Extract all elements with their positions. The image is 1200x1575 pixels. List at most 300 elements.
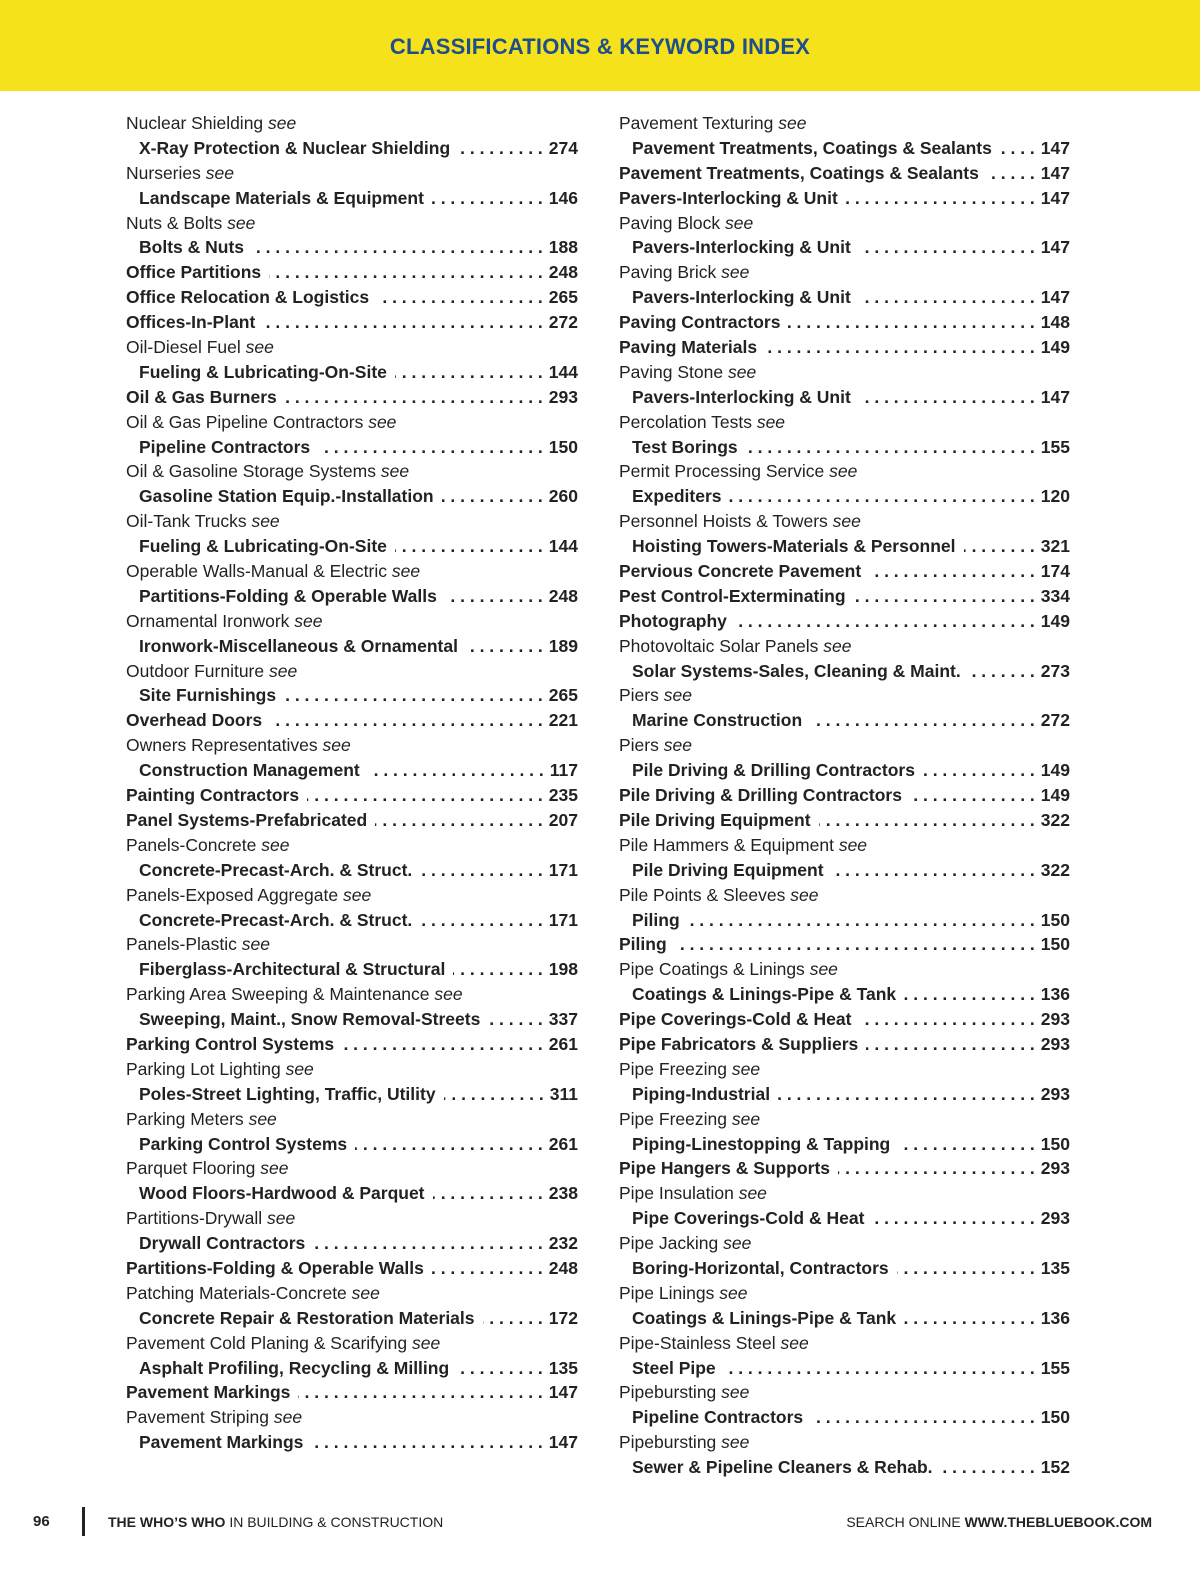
classification-term: Piling — [632, 909, 680, 930]
index-entry-see — [619, 509, 1070, 534]
page-reference: 146 — [548, 187, 578, 208]
see-label: see — [434, 984, 463, 1005]
page-reference: 293 — [1040, 1158, 1070, 1179]
dot-leader — [377, 285, 543, 310]
index-term: Panels-Exposed Aggregate — [126, 884, 339, 905]
page-reference: 136 — [1040, 984, 1070, 1005]
classification-term: Office Relocation & Logistics — [126, 287, 370, 308]
dot-leader — [355, 1132, 543, 1157]
page-title: CLASSIFICATIONS & KEYWORD INDEX — [389, 34, 811, 59]
index-entry-see — [619, 634, 1070, 659]
classification-term: Pipe Coverings-Cold & Heat — [632, 1208, 865, 1229]
index-term: Pile Points & Sleeves — [619, 884, 786, 905]
index-entry-reference — [126, 360, 578, 385]
page-reference: 147 — [548, 1432, 578, 1453]
index-entry-reference — [619, 982, 1070, 1007]
index-entry-reference — [126, 584, 578, 609]
see-label: see — [723, 1233, 752, 1254]
page-reference: 232 — [548, 1233, 578, 1254]
index-entry-reference — [619, 235, 1070, 260]
classification-term: Concrete Repair & Restoration Materials — [139, 1307, 475, 1328]
index-entry-see — [126, 1206, 578, 1231]
dot-leader — [923, 758, 1035, 783]
page-reference: 135 — [548, 1357, 578, 1378]
index-term: Patching Materials-Concrete — [126, 1282, 347, 1303]
classification-term: Pipe Coverings-Cold & Heat — [619, 1009, 852, 1030]
classification-term: Gasoline Station Equip.-Installation — [139, 486, 434, 507]
page-reference: 188 — [548, 237, 578, 258]
index-entry-reference — [126, 534, 578, 559]
classification-term: Pile Driving Equipment — [632, 859, 824, 880]
index-entry-reference — [126, 758, 578, 783]
index-entry-reference — [619, 136, 1070, 161]
dot-leader — [811, 1405, 1035, 1430]
page-reference: 311 — [549, 1083, 578, 1104]
page-reference: 221 — [548, 710, 578, 731]
index-term: Operable Walls-Manual & Electric — [126, 561, 387, 582]
page-reference: 337 — [548, 1009, 578, 1030]
page-reference: 248 — [548, 585, 578, 606]
see-label: see — [731, 1058, 761, 1079]
index-term: Pipe Linings — [619, 1282, 715, 1303]
page-header — [0, 0, 1200, 91]
see-label: see — [322, 735, 351, 756]
see-label: see — [269, 660, 298, 681]
see-label: see — [227, 212, 256, 233]
dot-leader — [872, 1206, 1034, 1231]
page-reference: 172 — [548, 1307, 578, 1328]
page-reference: 293 — [1040, 1083, 1070, 1104]
index-entry-reference — [619, 758, 1070, 783]
dot-leader — [445, 584, 543, 609]
classification-term: Parking Control Systems — [126, 1033, 335, 1054]
index-entry-reference — [126, 1007, 578, 1032]
index-term: Panels-Concrete — [126, 834, 257, 855]
dot-leader — [869, 559, 1035, 584]
page-reference: 189 — [548, 635, 578, 656]
index-entry-reference — [126, 1132, 578, 1157]
classification-term: Fueling & Lubricating-On-Site — [139, 536, 387, 557]
index-entry-classification — [619, 161, 1070, 186]
index-term: Parquet Flooring — [126, 1158, 256, 1179]
page-reference: 152 — [1040, 1457, 1070, 1478]
dot-leader — [444, 1082, 544, 1107]
index-entry-classification — [126, 385, 578, 410]
see-label: see — [809, 959, 838, 980]
index-entry-see — [619, 260, 1070, 285]
index-term: Parking Lot Lighting — [126, 1058, 281, 1079]
page-reference: 147 — [1040, 386, 1070, 407]
index-entry-reference — [619, 1306, 1070, 1331]
classification-term: Pipeline Contractors — [139, 436, 311, 457]
dot-leader — [313, 1231, 543, 1256]
index-entry-reference — [126, 484, 578, 509]
index-entry-reference — [619, 1082, 1070, 1107]
page-reference: 207 — [548, 809, 578, 830]
dot-leader — [269, 260, 543, 285]
page-reference: 144 — [548, 361, 578, 382]
index-term: Pavement Texturing — [619, 113, 774, 133]
dot-leader — [420, 908, 543, 933]
index-entry-reference — [619, 1132, 1070, 1157]
index-entry-reference — [126, 1356, 578, 1381]
index-entry-classification — [619, 1032, 1070, 1057]
page-reference: 272 — [548, 312, 578, 333]
publication-name-bold: THE WHO’S WHO — [108, 1514, 226, 1530]
dot-leader — [375, 808, 543, 833]
index-entry-see — [126, 883, 578, 908]
dot-leader — [442, 484, 543, 509]
index-entry-reference — [619, 285, 1070, 310]
classification-term: Piping-Linestopping & Tapping — [632, 1133, 891, 1154]
index-entry-classification — [126, 1380, 578, 1405]
dot-leader — [846, 186, 1035, 211]
index-entry-see — [619, 360, 1070, 385]
classification-term: Ironwork-Miscellaneous & Ornamental — [139, 635, 458, 656]
index-entry-classification — [619, 559, 1070, 584]
dot-leader — [298, 1380, 542, 1405]
dot-leader — [969, 659, 1035, 684]
dot-leader — [778, 1082, 1035, 1107]
index-entry-see — [619, 833, 1070, 858]
dot-leader — [838, 1156, 1035, 1181]
page-reference: 198 — [548, 959, 578, 980]
index-entry-reference — [126, 1430, 578, 1455]
classification-term: Steel Pipe — [632, 1357, 716, 1378]
see-label: see — [719, 1282, 748, 1303]
dot-leader — [904, 1306, 1035, 1331]
index-entry-classification — [619, 1007, 1070, 1032]
index-entry-see — [619, 1430, 1070, 1455]
dot-leader — [910, 783, 1035, 808]
index-entry-classification — [619, 808, 1070, 833]
index-entry-reference — [619, 1455, 1070, 1480]
page-reference: 149 — [1040, 610, 1070, 631]
classification-term: Pile Driving & Drilling Contractors — [632, 760, 915, 781]
index-entry-classification — [126, 310, 578, 335]
page-reference: 135 — [1040, 1257, 1070, 1278]
index-entry-reference — [619, 435, 1070, 460]
index-entry-reference — [126, 186, 578, 211]
dot-leader — [832, 858, 1035, 883]
website-link[interactable]: WWW.THEBLUEBOOK.COM — [964, 1514, 1152, 1530]
page-reference: 117 — [549, 760, 578, 781]
classification-term: Bolts & Nuts — [139, 237, 244, 258]
classification-term: Offices-In-Plant — [126, 312, 256, 333]
dot-leader — [318, 435, 543, 460]
index-entry-reference — [126, 957, 578, 982]
dot-leader — [252, 235, 543, 260]
classification-term: Concrete-Precast-Arch. & Struct. — [139, 859, 413, 880]
index-column-right — [619, 111, 1070, 1480]
index-entry-see — [126, 459, 578, 484]
page-reference: 148 — [1040, 312, 1070, 333]
index-entry-reference — [619, 858, 1070, 883]
page-reference: 293 — [1040, 1208, 1070, 1229]
index-term: Nuts & Bolts — [126, 212, 223, 233]
index-term: Paving Stone — [619, 361, 724, 382]
classification-term: Pipe Hangers & Supports — [619, 1158, 831, 1179]
classification-term: Pavement Treatments, Coatings & Sealants — [632, 137, 992, 158]
page-reference: 149 — [1040, 760, 1070, 781]
page-reference: 171 — [548, 909, 578, 930]
see-label: see — [273, 1407, 303, 1428]
classification-term: Painting Contractors — [126, 785, 300, 806]
page-reference: 235 — [548, 785, 578, 806]
dot-leader — [488, 1007, 542, 1032]
index-entry-see — [126, 833, 578, 858]
index-entry-reference — [126, 1181, 578, 1206]
page-reference: 149 — [1040, 785, 1070, 806]
page-reference: 322 — [1040, 809, 1070, 830]
classification-term: Hoisting Towers-Materials & Personnel — [632, 536, 956, 557]
index-entry-classification — [619, 186, 1070, 211]
index-term: Parking Area Sweeping & Maintenance — [126, 984, 430, 1005]
classification-term: Pavers-Interlocking & Unit — [632, 386, 851, 407]
page-reference: 260 — [548, 486, 578, 507]
index-entry-see — [126, 932, 578, 957]
index-entry-reference — [619, 908, 1070, 933]
search-online — [846, 1514, 1152, 1530]
see-label: see — [738, 1183, 767, 1204]
page-reference: 274 — [548, 137, 578, 158]
index-term: Pavement Cold Planing & Scarifying — [126, 1332, 408, 1353]
dot-leader — [987, 161, 1035, 186]
index-entry-reference — [126, 435, 578, 460]
see-label: see — [351, 1282, 380, 1303]
index-term: Oil-Diesel Fuel — [126, 337, 241, 358]
dot-leader — [735, 609, 1035, 634]
dot-leader — [675, 932, 1035, 957]
page-reference: 265 — [548, 685, 578, 706]
classification-term: Pavement Treatments, Coatings & Sealants — [619, 162, 979, 183]
dot-leader — [765, 335, 1035, 360]
dot-leader — [810, 708, 1035, 733]
dot-leader — [859, 1007, 1034, 1032]
classification-term: Solar Systems-Sales, Cleaning & Maint. — [632, 660, 961, 681]
see-label: see — [780, 1332, 809, 1353]
index-term: Oil & Gasoline Storage Systems — [126, 461, 376, 482]
page-reference: 147 — [548, 1382, 578, 1403]
dot-leader — [724, 1356, 1035, 1381]
dot-leader — [941, 1455, 1035, 1480]
page-reference: 144 — [548, 536, 578, 557]
dot-leader — [432, 1256, 543, 1281]
index-entry-reference — [126, 235, 578, 260]
dot-leader — [788, 310, 1034, 335]
index-term: Outdoor Furniture — [126, 660, 265, 681]
index-term: Personnel Hoists & Towers — [619, 511, 828, 532]
dot-leader — [746, 435, 1035, 460]
index-entry-see — [126, 733, 578, 758]
classification-term: Poles-Street Lighting, Traffic, Utility — [139, 1083, 436, 1104]
see-label: see — [731, 1108, 761, 1129]
classification-term: Pipeline Contractors — [632, 1407, 804, 1428]
index-entry-see — [619, 459, 1070, 484]
see-label: see — [725, 212, 754, 233]
index-entry-see — [126, 1331, 578, 1356]
index-entry-classification — [619, 1156, 1070, 1181]
see-label: see — [721, 262, 750, 283]
classification-term: Pile Driving & Drilling Contractors — [619, 785, 902, 806]
index-term: Paving Block — [619, 212, 721, 233]
dot-leader — [395, 360, 543, 385]
dot-leader — [368, 758, 544, 783]
dot-leader — [729, 484, 1034, 509]
dot-leader — [483, 1306, 543, 1331]
classification-term: Wood Floors-Hardwood & Parquet — [139, 1183, 425, 1204]
page-reference: 293 — [1040, 1009, 1070, 1030]
page-reference: 150 — [1040, 1133, 1070, 1154]
index-entry-reference — [619, 1256, 1070, 1281]
classification-term: Coatings & Linings-Pipe & Tank — [632, 1307, 897, 1328]
dot-leader — [432, 186, 543, 211]
classification-term: Sewer & Pipeline Cleaners & Rehab. — [632, 1457, 933, 1478]
index-entry-see — [619, 957, 1070, 982]
classification-term: Marine Construction — [632, 710, 803, 731]
publication-name-rest: IN BUILDING & CONSTRUCTION — [225, 1514, 444, 1530]
index-entry-classification — [619, 609, 1070, 634]
index-entry-classification — [126, 808, 578, 833]
see-label: see — [285, 1058, 314, 1079]
index-entry-reference — [619, 659, 1070, 684]
dot-leader — [964, 534, 1035, 559]
index-entry-classification — [126, 1256, 578, 1281]
index-term: Paving Brick — [619, 262, 717, 283]
classification-term: Asphalt Profiling, Recycling & Milling — [139, 1357, 450, 1378]
index-entry-classification — [619, 310, 1070, 335]
page-reference: 272 — [1040, 710, 1070, 731]
classification-term: Pavers-Interlocking & Unit — [632, 237, 851, 258]
index-entry-classification — [126, 285, 578, 310]
page-reference: 321 — [1040, 536, 1070, 557]
dot-leader — [342, 1032, 543, 1057]
see-label: see — [205, 162, 234, 183]
index-term: Pavement Striping — [126, 1407, 269, 1428]
index-entry-see — [126, 161, 578, 186]
index-entry-see — [619, 111, 1070, 136]
page-reference: 261 — [548, 1133, 578, 1154]
see-label: see — [260, 1158, 289, 1179]
dot-leader — [866, 1032, 1035, 1057]
dot-leader — [897, 1256, 1035, 1281]
see-label: see — [342, 884, 372, 905]
dot-leader — [263, 310, 542, 335]
see-label: see — [832, 511, 861, 532]
index-entry-see — [619, 1107, 1070, 1132]
index-term: Piers — [619, 735, 659, 756]
page-reference: 293 — [548, 386, 578, 407]
see-label: see — [241, 934, 270, 955]
page-reference: 238 — [548, 1183, 578, 1204]
index-entry-see — [126, 111, 578, 136]
see-label: see — [823, 635, 852, 656]
classification-term: Expediters — [632, 486, 722, 507]
dot-leader — [859, 235, 1035, 260]
classification-term: Parking Control Systems — [139, 1133, 348, 1154]
page-reference: 248 — [548, 262, 578, 283]
see-label: see — [778, 113, 807, 133]
dot-leader — [453, 957, 542, 982]
dot-leader — [311, 1430, 542, 1455]
index-entry-reference — [126, 136, 578, 161]
classification-term: Partitions-Folding & Operable Walls — [126, 1257, 424, 1278]
see-label: see — [251, 511, 280, 532]
classification-term: Overhead Doors — [126, 710, 263, 731]
index-entry-see — [126, 659, 578, 684]
see-label: see — [721, 1382, 750, 1403]
index-entry-see — [619, 410, 1070, 435]
index-entry-classification — [126, 260, 578, 285]
classification-term: Paving Contractors — [619, 312, 781, 333]
page-reference: 147 — [1040, 237, 1070, 258]
index-entry-reference — [619, 1206, 1070, 1231]
page-reference: 171 — [548, 859, 578, 880]
classification-term: Partitions-Folding & Operable Walls — [139, 585, 437, 606]
index-entry-classification — [126, 1032, 578, 1057]
page-footer — [0, 1505, 1200, 1539]
classification-term: Boring-Horizontal, Contractors — [632, 1257, 889, 1278]
dot-leader — [457, 1356, 543, 1381]
index-entry-see — [126, 559, 578, 584]
index-entry-see — [619, 1380, 1070, 1405]
see-label: see — [245, 337, 274, 358]
index-entry-see — [126, 335, 578, 360]
index-term: Photovoltaic Solar Panels — [619, 635, 819, 656]
index-entry-reference — [619, 385, 1070, 410]
page-reference: 147 — [1040, 162, 1070, 183]
classification-term: Pest Control-Exterminating — [619, 585, 846, 606]
index-term: Pipe Freezing — [619, 1108, 727, 1129]
index-entry-reference — [619, 484, 1070, 509]
see-label: see — [268, 113, 297, 133]
index-entry-classification — [619, 335, 1070, 360]
index-column-left — [126, 111, 578, 1455]
see-label: see — [261, 834, 290, 855]
index-term: Nuclear Shielding — [126, 113, 264, 133]
see-label: see — [248, 1108, 277, 1129]
dot-leader — [819, 808, 1035, 833]
dot-leader — [898, 1132, 1035, 1157]
index-entry-see — [126, 1405, 578, 1430]
index-entry-see — [619, 1231, 1070, 1256]
index-entry-see — [619, 683, 1070, 708]
index-entry-classification — [619, 932, 1070, 957]
dot-leader — [1000, 136, 1035, 161]
index-term: Owners Representatives — [126, 735, 318, 756]
dot-leader — [395, 534, 543, 559]
index-entry-classification — [126, 708, 578, 733]
dot-leader — [458, 136, 543, 161]
index-term: Percolation Tests — [619, 411, 752, 432]
page-reference: 136 — [1040, 1307, 1070, 1328]
page-reference: 150 — [1040, 909, 1070, 930]
classification-term: Sweeping, Maint., Snow Removal-Streets — [139, 1009, 481, 1030]
classification-term: Photography — [619, 610, 727, 631]
publication-name — [108, 1514, 443, 1530]
see-label: see — [663, 735, 692, 756]
classification-term: Pervious Concrete Pavement — [619, 561, 862, 582]
dot-leader — [285, 385, 543, 410]
index-entry-see — [126, 1156, 578, 1181]
index-entry-reference — [126, 683, 578, 708]
index-entry-classification — [126, 783, 578, 808]
page-reference: 149 — [1040, 337, 1070, 358]
index-term: Pipebursting — [619, 1432, 717, 1453]
classification-term: Pavers-Interlocking & Unit — [619, 187, 838, 208]
see-label: see — [267, 1208, 296, 1229]
index-term: Panels-Plastic — [126, 934, 237, 955]
